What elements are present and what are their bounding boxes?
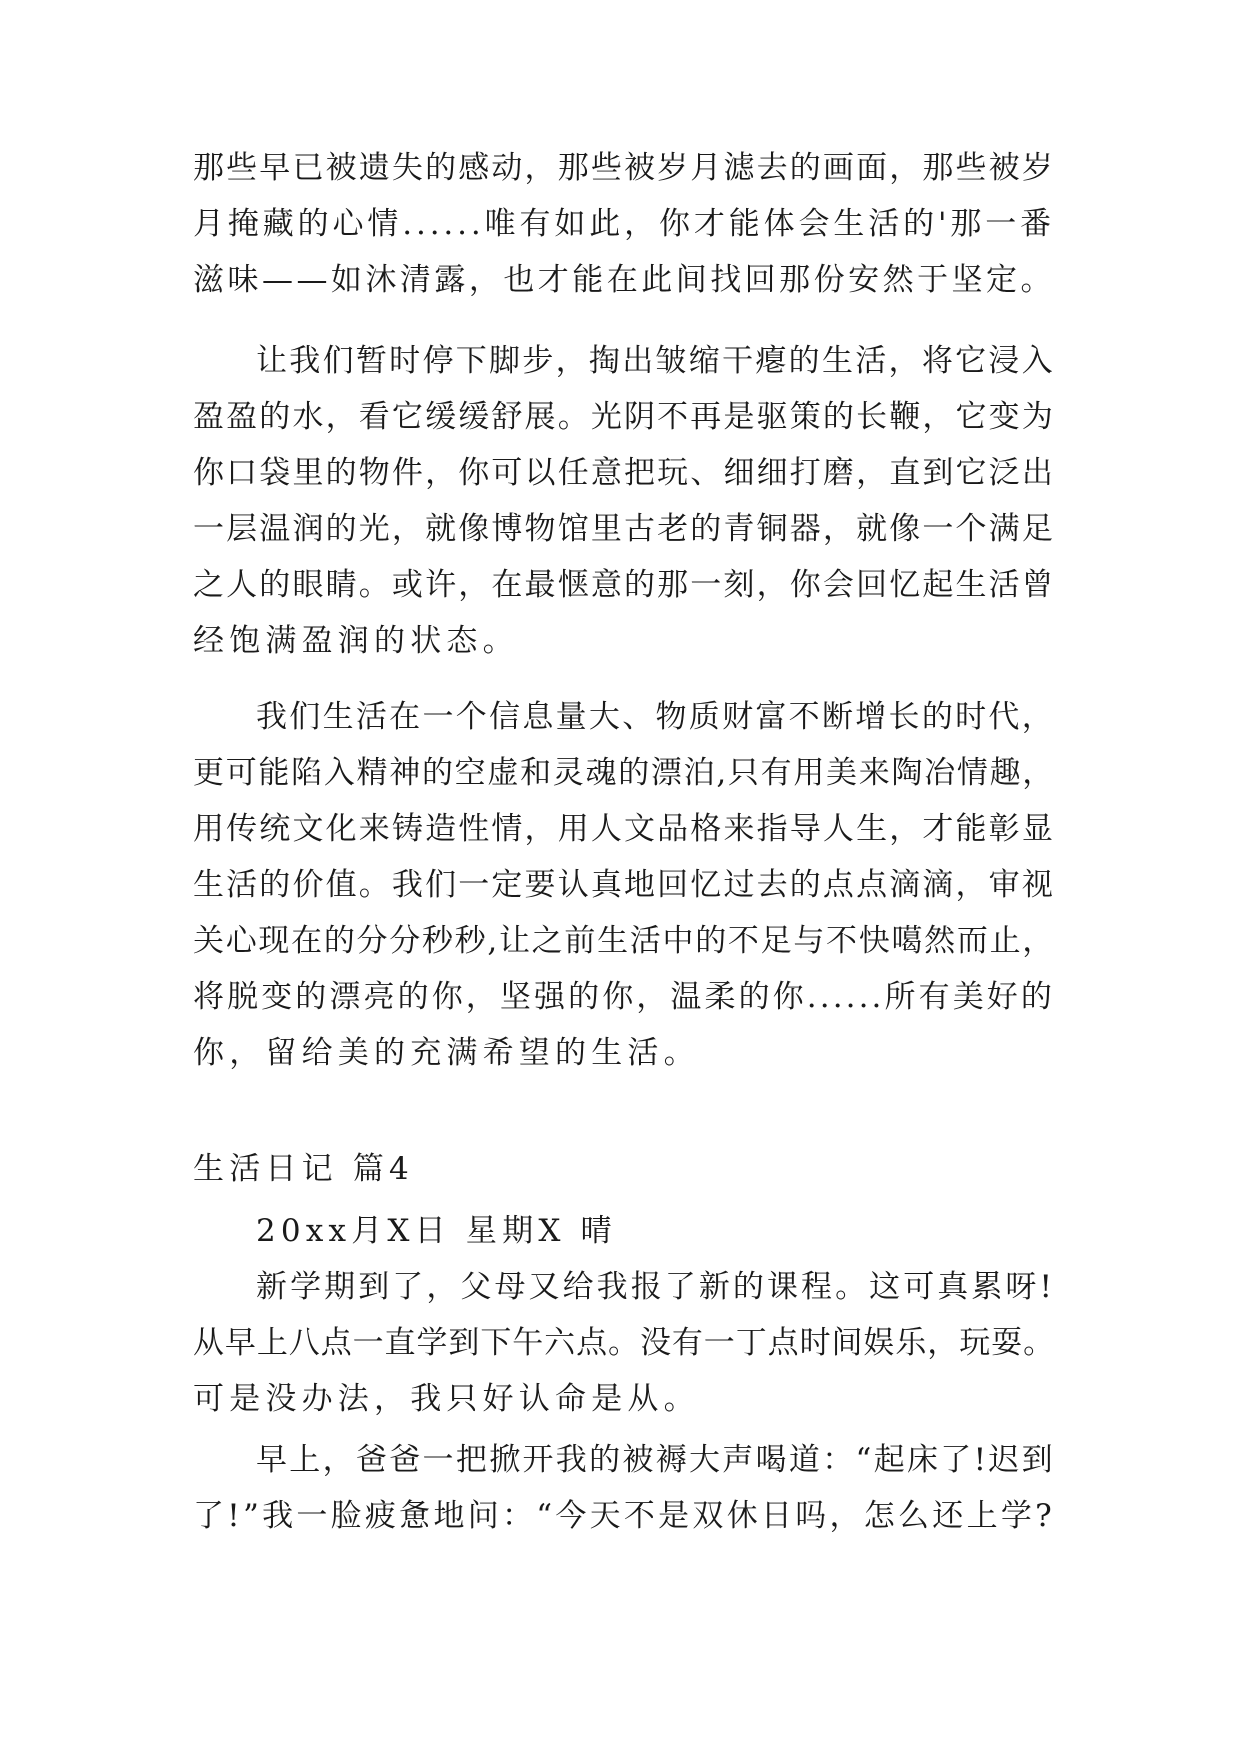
paragraph-4-line-3: 可是没办法，我只好认命是从。 [193,1381,700,1417]
paragraph-3-line-4: 生活的价值。我们一定要认真地回忆过去的点点滴滴，审视 [193,867,1055,903]
paragraph-4-line-2: 从早上八点一直学到下午六点。没有一丁点时间娱乐，玩耍。 [193,1325,1055,1361]
paragraph-2-line-4: 一层温润的光，就像博物馆里古老的青铜器，就像一个满足 [193,511,1055,547]
paragraph-5-line-1: 早上，爸爸一把掀开我的被褥大声喝道：“起床了!迟到 [256,1442,1055,1478]
paragraph-1-line-3: 滋味——如沐清露，也才能在此间找回那份安然于坚定。 [193,262,1055,298]
date-line: 20xx月X日 星期X 晴 [256,1213,617,1249]
paragraph-1-line-2: 月掩藏的心情......唯有如此，你才能体会生活的'那一番 [193,206,1055,242]
paragraph-1-line-1: 那些早已被遗失的感动，那些被岁月滤去的画面，那些被岁 [193,150,1055,186]
section-title: 生活日记 篇4 [193,1151,414,1187]
paragraph-2-line-5: 之人的眼睛。或许，在最惬意的那一刻，你会回忆起生活曾 [193,567,1055,603]
paragraph-3-line-2: 更可能陷入精神的空虚和灵魂的漂泊,只有用美来陶冶情趣， [193,755,1055,791]
paragraph-3-line-6: 将脱变的漂亮的你，坚强的你，温柔的你......所有美好的 [193,979,1055,1015]
paragraph-3-line-1: 我们生活在一个信息量大、物质财富不断增长的时代， [256,699,1055,735]
paragraph-4-line-1: 新学期到了，父母又给我报了新的课程。这可真累呀! [256,1269,1055,1305]
paragraph-3-line-3: 用传统文化来铸造性情，用人文品格来指导人生，才能彰显 [193,811,1055,847]
paragraph-5-line-2: 了!”我一脸疲惫地问：“今天不是双休日吗，怎么还上学? [193,1498,1055,1534]
paragraph-2-line-3: 你口袋里的物件，你可以任意把玩、细细打磨，直到它泛出 [193,455,1055,491]
paragraph-3-line-7: 你，留给美的充满希望的生活。 [193,1035,700,1071]
paragraph-2-line-6: 经饱满盈润的状态。 [193,623,519,659]
paragraph-2-line-2: 盈盈的水，看它缓缓舒展。光阴不再是驱策的长鞭，它变为 [193,399,1055,435]
paragraph-2-line-1: 让我们暂时停下脚步，掏出皱缩干瘪的生活，将它浸入 [256,343,1055,379]
paragraph-3-line-5: 关心现在的分分秒秒,让之前生活中的不足与不快噶然而止， [193,923,1055,959]
